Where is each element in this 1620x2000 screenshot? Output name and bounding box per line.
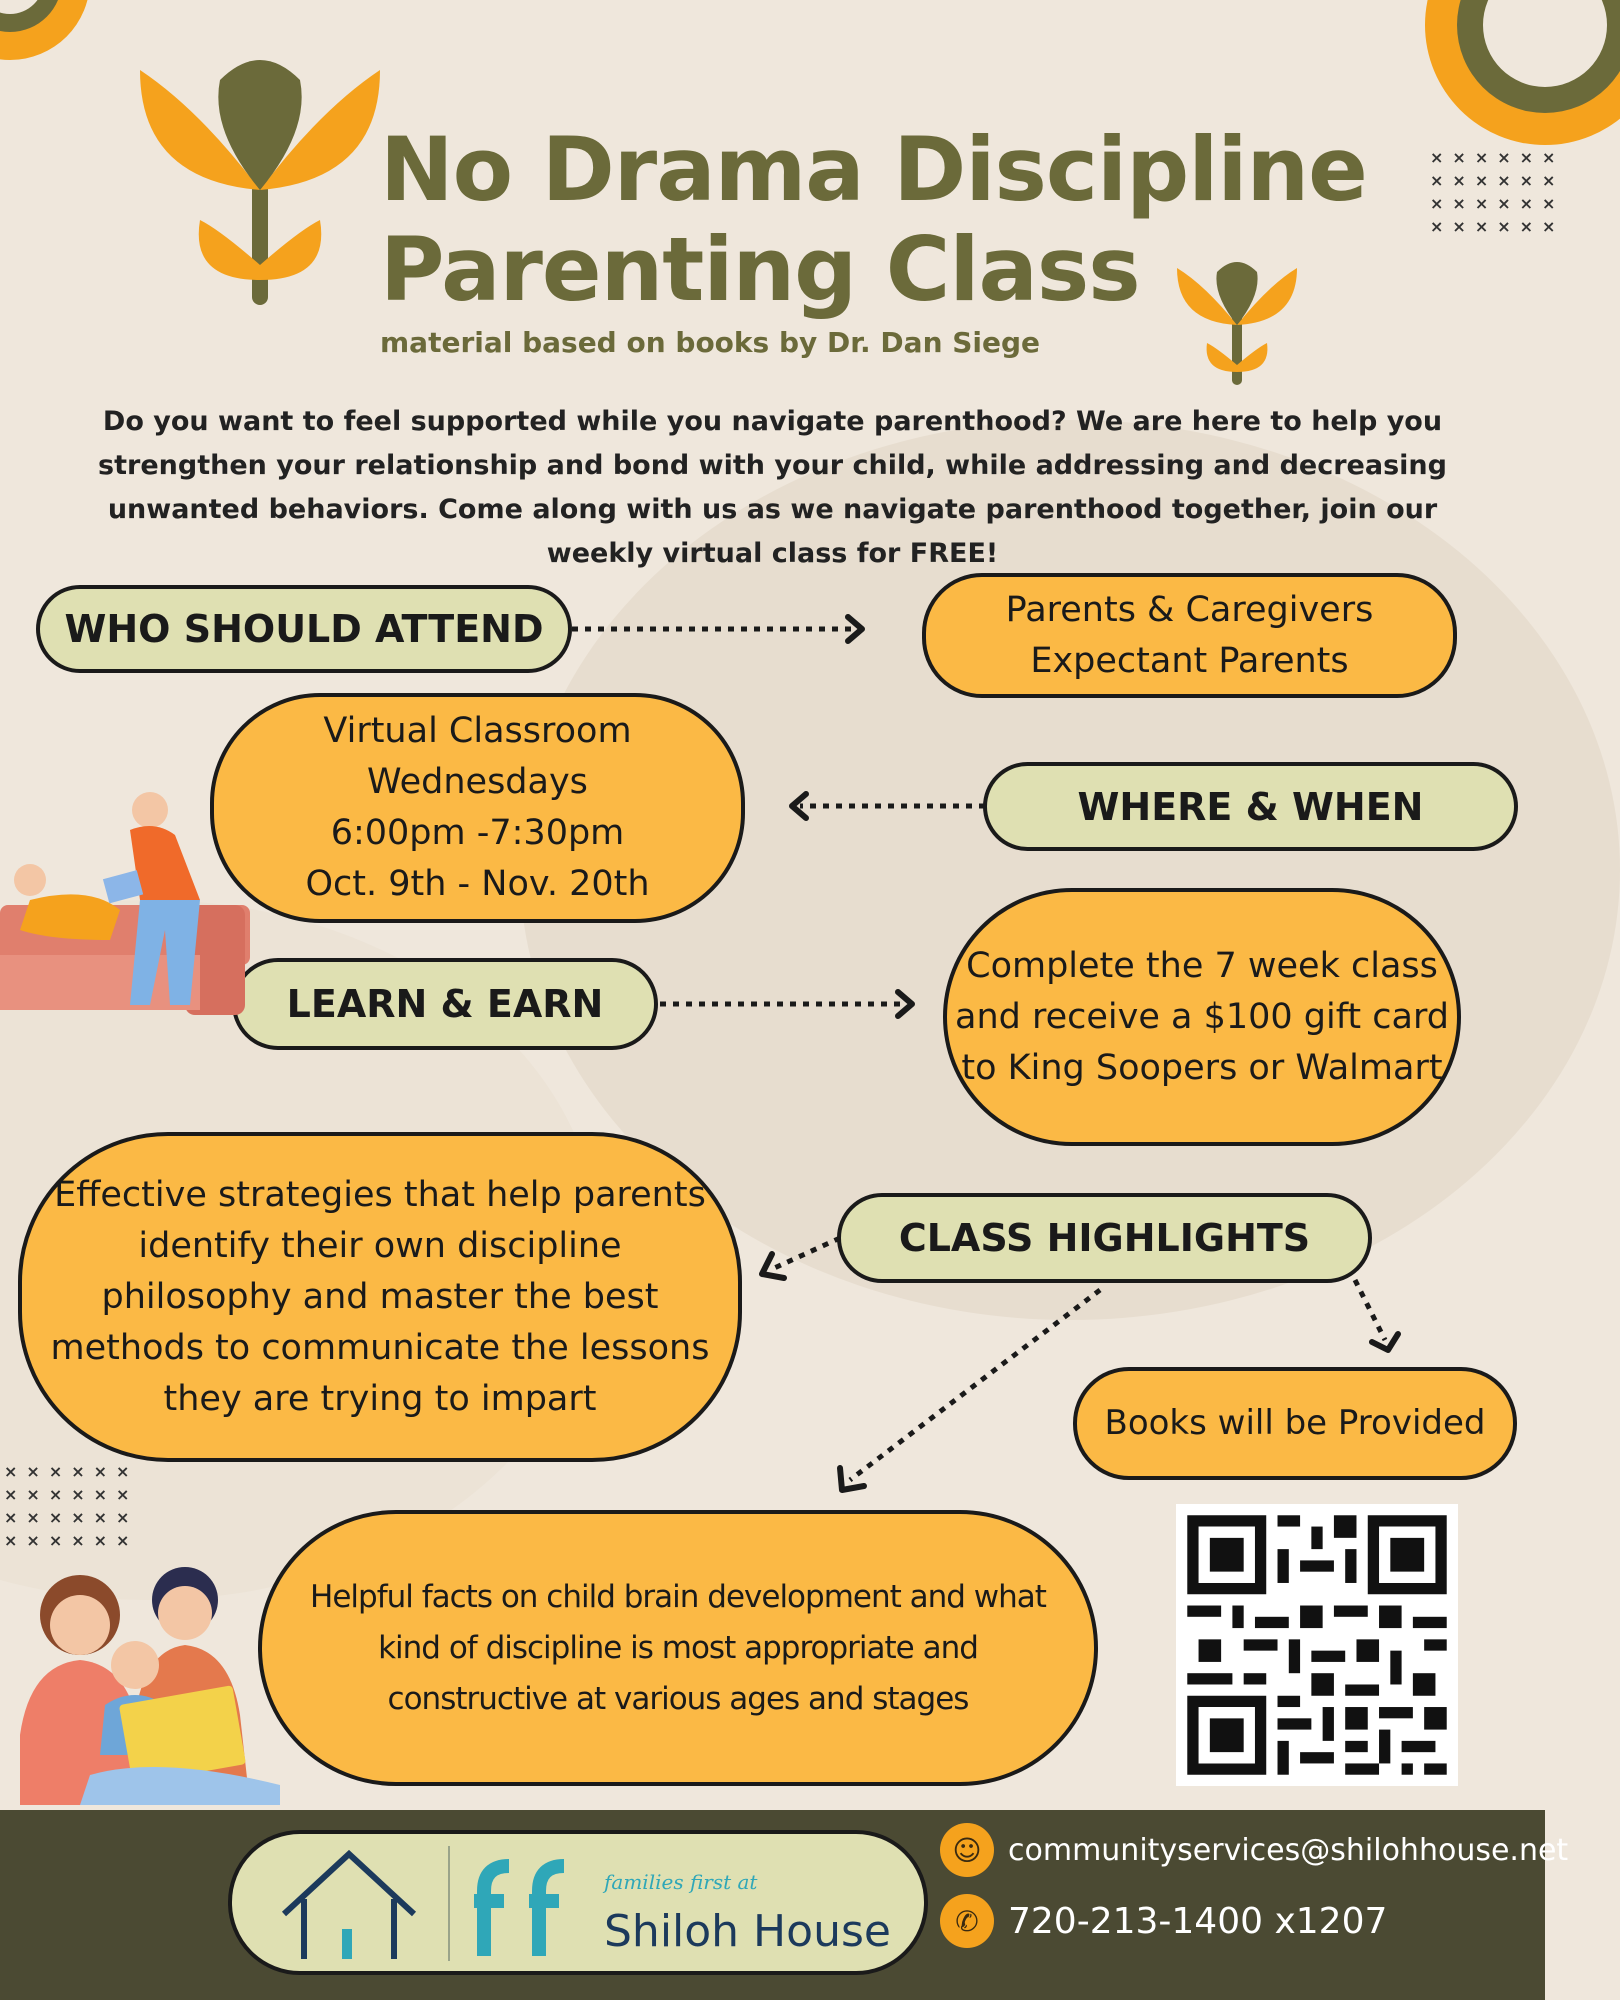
intro-paragraph: Do you want to feel supported while you navigate parenthood? We are here to help you strengthen your relationship and bond with your child, while addressing and decreasing unwanted behaviors. Come along with us as we navigate parenthood together, join our weekly virtual class for FREE! [98, 406, 1447, 569]
phone-text[interactable]: 720-213-1400 x1207 [1008, 1900, 1388, 1942]
where-label-text: WHERE & WHEN [1077, 784, 1424, 829]
strategies-info-box [18, 1132, 742, 1462]
books-info-box [1073, 1367, 1517, 1480]
learn-line: to King Soopers or Walmart [961, 1047, 1443, 1088]
logo-tagline: families first at [604, 1870, 758, 1894]
where-line: Wednesdays [367, 762, 588, 802]
strategies-text: Effective strategies that help parents identify their own discipline philosophy and master the best methods to communicate the lessons they are trying to impart [50, 1174, 710, 1419]
where-line: 6:00pm -7:30pm [330, 813, 625, 853]
who-line: Parents & Caregivers [1005, 589, 1374, 630]
where-line: Oct. 9th - Nov. 20th [305, 864, 650, 904]
where-line: Virtual Classroom [323, 711, 632, 751]
title-line-2: Parenting Class [380, 218, 1140, 321]
learn-line: and receive a $100 gift card [955, 996, 1449, 1037]
dot-grid-decoration: ×××××× ×××××× ×××××× ×××××× [4, 1462, 139, 1550]
who-line: Expectant Parents [1030, 640, 1349, 681]
dot-grid-decoration: ×××××× ×××××× ×××××× ×××××× [1430, 148, 1565, 236]
logo-name: Shiloh House [604, 1906, 891, 1957]
who-info-box [922, 573, 1457, 698]
facts-text: Helpful facts on child brain development and what kind of discipline is most appropriate and constructive at various ages and stages [310, 1578, 1046, 1717]
phone-icon: ✆ [940, 1894, 994, 1948]
who-label-text: WHO SHOULD ATTEND [64, 607, 544, 651]
learn-info-box [943, 888, 1461, 1146]
qr-code [1176, 1504, 1458, 1786]
class-highlights-label [837, 1193, 1372, 1283]
where-when-label [983, 762, 1518, 851]
phone-contact[interactable] [940, 1894, 1387, 1948]
facts-info-box [258, 1510, 1098, 1786]
shiloh-house-logo [228, 1830, 928, 1975]
learn-line: Complete the 7 week class [966, 945, 1438, 986]
who-should-attend-label [36, 585, 572, 673]
family-reading-illustration [0, 1555, 290, 1810]
title-line-1: No Drama Discipline [380, 118, 1367, 221]
highlights-label-text: CLASS HIGHLIGHTS [898, 1216, 1311, 1260]
person-add-icon: ☺ [940, 1823, 994, 1877]
logo-divider [448, 1846, 450, 1961]
learn-label-text: LEARN & EARN [286, 982, 604, 1026]
books-text: Books will be Provided [1104, 1403, 1486, 1443]
house-icon [274, 1844, 424, 1964]
qr-code-graphic [1176, 1504, 1458, 1786]
subtitle: material based on books by Dr. Dan Siege [380, 326, 1041, 359]
learn-earn-label [232, 958, 658, 1050]
parent-reading-illustration [0, 790, 250, 1020]
where-info-box [210, 693, 745, 923]
email-text[interactable]: communityservices@shilohhouse.net [1008, 1832, 1569, 1868]
ff-mark-icon [464, 1856, 584, 1961]
email-contact[interactable] [940, 1823, 1568, 1877]
